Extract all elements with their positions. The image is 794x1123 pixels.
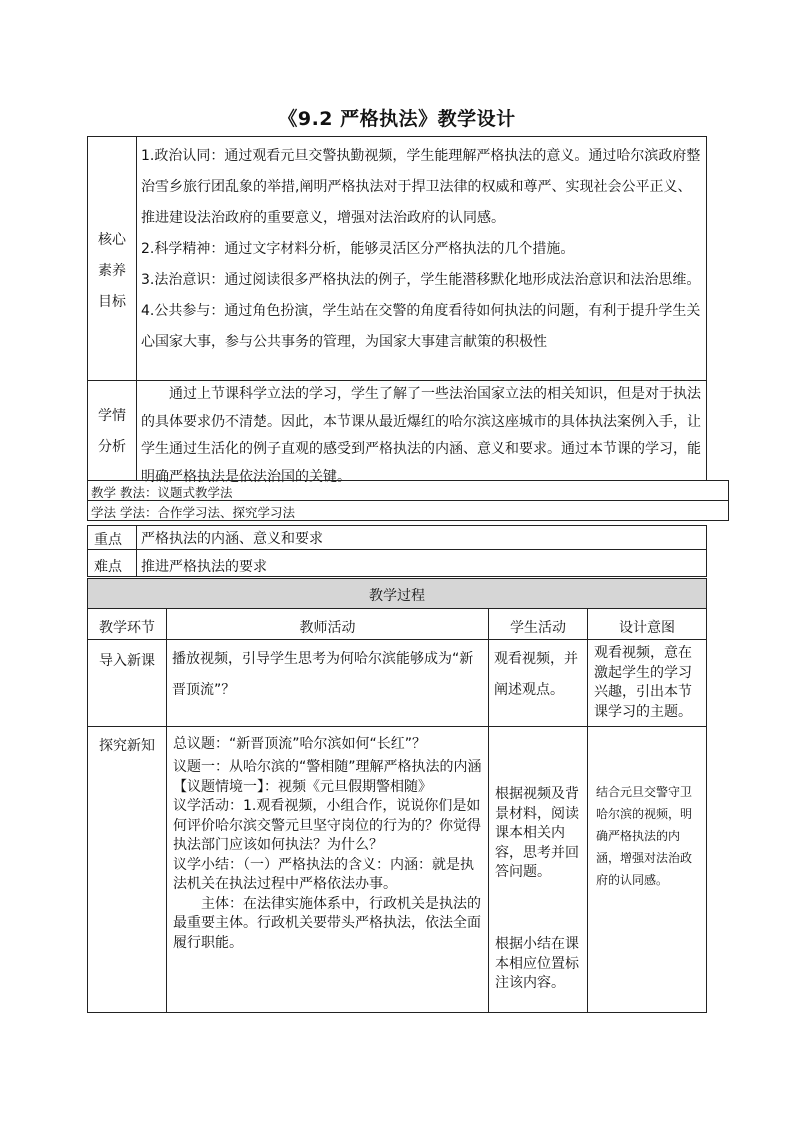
column-header-teacher-cell [166,608,489,640]
intro-student-cell [488,639,588,727]
column-header-student-cell [488,608,588,640]
intro-intent-cell [587,639,707,727]
key-point-text: 严格执法的内涵、意义和要求 [141,531,323,547]
difficult-point-text: 推进严格执法的要求 [141,559,267,575]
document-title: 《9.2 严格执法》教学设计 [278,108,516,130]
intro-stage: 导入新课 [99,653,155,669]
column-header-stage-cell [87,608,167,640]
explore-teacher-text [173,733,483,953]
process-header: 教学过程 [369,588,425,604]
column-header-intent: 设计意图 [619,620,675,636]
explore-intent-text: 结合元旦交警守卫哈尔滨的视频，明确严格执法的内涵，增强对法治政府的认同感。 [596,785,693,887]
intro-teacher-text: 播放视频，引导学生思考为何哈尔滨能够成为“新晋顶流”？ [172,651,474,698]
difficult-point-label: 难点 [94,559,122,575]
explore-student-text-1: 根据视频及背景材料，阅读课本相关内容，思考并回答问题。 [495,786,579,880]
core-goals-content-cell [136,136,707,381]
column-header-teacher: 教师活动 [299,620,356,636]
teacher-line-summary: 议学小结：（一）严格执法的含义：内涵：就是执法机关在执法过程中严格依法办事。 [173,856,474,892]
learning-analysis-label-cell [87,380,137,481]
learning-analysis-content-cell [136,380,707,485]
explore-student-text-2: 根据小结在课本相应位置标注该内容。 [495,936,579,991]
explore-stage-cell [87,726,167,1013]
difficult-point-label-cell [87,549,137,577]
core-goal-item: 3.法治意识：通过阅读很多严格执法的例子，学生能潜移默化地形成法治意识和法治思维。 [141,272,701,288]
learning-analysis-label: 学情分析 [98,408,126,455]
core-goals-label: 核心素养目标 [98,232,126,310]
teaching-method-label: 教学 [91,485,117,500]
teacher-line-activity: 议学活动：1.观看视频，小组合作，说说你们是如何评价哈尔滨交警元旦坚守岗位的行为的？你觉得执法部门应该如何执法？为什么？ [173,798,481,853]
teacher-line-situation: 【议题情境一】：视频《元旦假期警相随》 [173,778,432,795]
key-point-content-cell [136,525,707,550]
key-point-label: 重点 [94,532,122,548]
intro-stage-cell [87,639,167,727]
learning-analysis-text: 通过上节课科学立法的学习，学生了解了一些法治国家立法的相关知识，但是对于执法的具体要求仍不清楚。因此，本节课从最近爆红的哈尔滨这座城市的具体执法案例入手，让学生通过生活化的例子直观的感受到严格执法的内涵、意义和要求。通过本节课的学习，能明确严格执法是依法治国的关键。 [141,386,701,485]
teaching-method-text: 教法：议题式教学法 [120,485,233,500]
core-goal-item: 1.政治认同：通过观看元旦交警执勤视频，学生能理解严格执法的意义。通过哈尔滨政府整治雪乡旅行团乱象的举措,阐明严格执法对于捍卫法律的权威和尊严、实现社会公平正义、推进建设法治政府的重要意义，增强对法治政府的认同感。 [141,148,701,226]
learning-method-text: 学法：合作学习法、探究学习法 [120,505,296,520]
core-goals-content [141,141,703,358]
column-header-intent-cell [587,608,707,640]
core-goal-item: 4.公共参与：通过角色扮演，学生站在交警的角度看待如何执法的问题，有利于提升学生关心国家大事，参与公共事务的管理，为国家大事建言献策的积极性 [141,303,701,350]
teacher-line-topic-one: 议题一：从哈尔滨的“警相随”理解严格执法的内涵 [173,759,482,775]
intro-intent-text: 观看视频，意在激起学生的学习兴趣，引出本节课学习的主题。 [594,645,692,720]
intro-teacher-cell [166,639,489,727]
key-point-label-cell [87,525,137,550]
difficult-point-content-cell [136,549,707,577]
column-header-student: 学生活动 [510,620,566,636]
intro-student-text: 观看视频，并阐述观点。 [494,651,578,698]
teacher-line-main-topic: 总议题：“新晋顶流”哈尔滨如何“长红”？ [173,736,427,752]
column-header-stage: 教学环节 [99,620,155,636]
explore-teacher-cell [166,726,489,1013]
learning-method-label: 学法 [91,505,117,520]
process-header-cell [87,578,707,609]
teacher-line-subject: 主体：在法律实施体系中，行政机关是执法的最重要主体。行政机关要带头严格执法，依法全面履行职能。 [173,895,481,951]
core-goal-item: 2.科学精神：通过文字材料分析，能够灵活区分严格执法的几个措施。 [141,241,575,257]
explore-intent-cell [587,726,707,1013]
explore-stage: 探究新知 [99,738,155,754]
explore-student-cell [488,726,588,1013]
core-goals-label-cell [87,136,137,381]
